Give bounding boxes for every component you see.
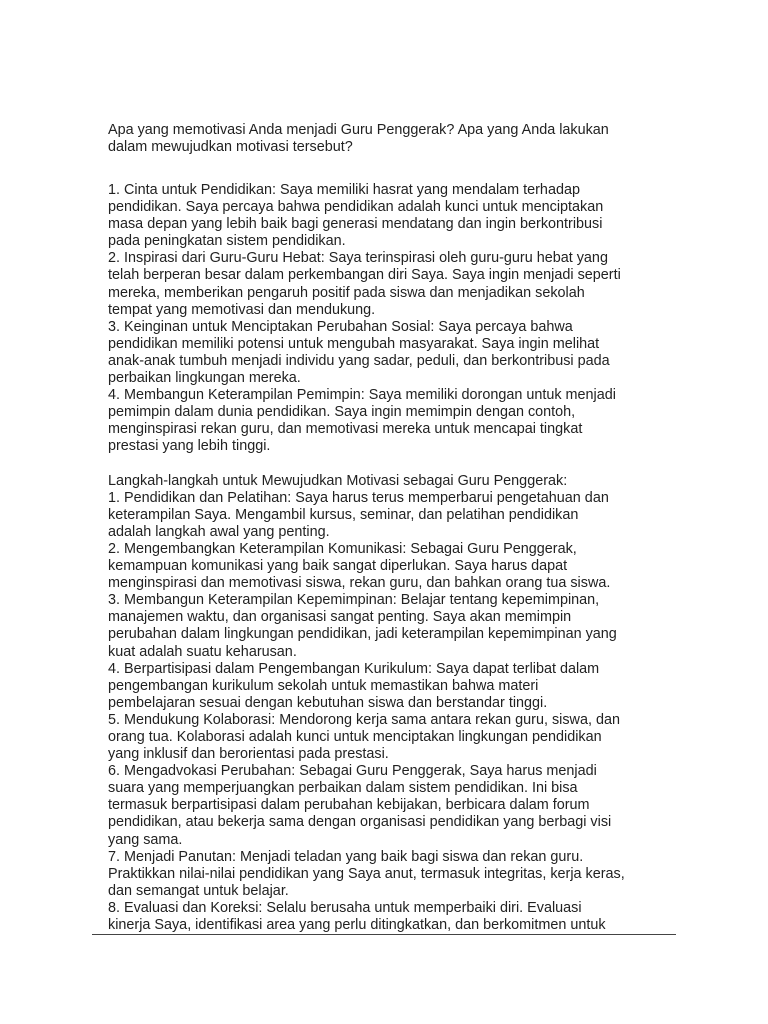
text-line: suara yang memperjuangkan perbaikan dalam sistem pendidikan. Ini bisa (108, 780, 578, 797)
text-line: perbaikan lingkungan mereka. (108, 370, 301, 387)
text-line: perubahan dalam lingkungan pendidikan, jadi keterampilan kepemimpinan yang (108, 626, 617, 643)
text-line: pada peningkatan sistem pendidikan. (108, 233, 346, 250)
text-line: pembelajaran sesuai dengan kebutuhan siswa dan berstandar tinggi. (108, 694, 548, 711)
text-line: yang sama. (108, 831, 183, 848)
text-line: mereka, memberikan pengaruh positif pada siswa dan menjadikan sekolah (108, 284, 585, 301)
paragraph-gap (108, 456, 668, 473)
text-line: Praktikkan nilai-nilai pendidikan yang Saya anut, termasuk integritas, kerja keras, (108, 865, 625, 882)
text-line: 1. Pendidikan dan Pelatihan: Saya harus terus memperbarui pengetahuan dan (108, 489, 609, 506)
text-line: pendidikan memiliki potensi untuk mengubah masyarakat. Saya ingin melihat (108, 335, 600, 352)
text-line: pendidikan. Saya percaya bahwa pendidikan adalah kunci untuk menciptakan (108, 199, 604, 216)
text-line: kuat adalah suatu keharusan. (108, 643, 297, 660)
text-line: masa depan yang lebih baik bagi generasi mendatang dan ingin berkontribusi (108, 216, 603, 233)
text-line: anak-anak tumbuh menjadi individu yang sadar, peduli, dan berkontribusi pada (108, 352, 610, 369)
text-line: 2. Inspirasi dari Guru-Guru Hebat: Saya terinspirasi oleh guru-guru hebat yang (108, 250, 608, 267)
page-bottom-rule (92, 934, 676, 935)
title-line: Apa yang memotivasi Anda menjadi Guru Penggerak? Apa yang Anda lakukan (108, 122, 609, 138)
text-line: menginspirasi dan memotivasi siswa, rekan guru, dan bahkan orang tua siswa. (108, 575, 611, 592)
text-line: 4. Membangun Keterampilan Pemimpin: Saya memiliki dorongan untuk menjadi (108, 387, 616, 404)
text-line: keterampilan Saya. Mengambil kursus, seminar, dan pelatihan pendidikan (108, 506, 579, 523)
text-line: 1. Cinta untuk Pendidikan: Saya memiliki hasrat yang mendalam terhadap (108, 182, 580, 198)
text-line: 8. Evaluasi dan Koreksi: Selalu berusaha untuk memperbaiki diri. Evaluasi (108, 899, 582, 916)
page-title (108, 122, 668, 156)
text-line: orang tua. Kolaborasi adalah kunci untuk menciptakan lingkungan pendidikan (108, 729, 602, 745)
steps-section (108, 473, 668, 934)
text-line: kemampuan komunikasi yang baik sangat diperlukan. Saya harus dapat (108, 558, 568, 575)
text-line: pengembangan kurikulum sekolah untuk memastikan bahwa materi (108, 677, 539, 694)
text-line: menginspirasi rekan guru, dan memotivasi mereka untuk mencapai tingkat (108, 421, 583, 438)
text-line: pemimpin dalam dunia pendidikan. Saya ingin memimpin dengan contoh, (108, 404, 576, 421)
motivation-section (108, 182, 668, 456)
text-line: pendidikan, atau bekerja sama dengan organisasi pendidikan yang berbagi visi (108, 814, 612, 831)
text-line: prestasi yang lebih tinggi. (108, 438, 271, 455)
text-line: yang inklusif dan berorientasi pada prestasi. (108, 746, 389, 763)
text-line: dan semangat untuk belajar. (108, 882, 289, 899)
text-line: 3. Membangun Keterampilan Kepemimpinan: Belajar tentang kepemimpinan, (108, 592, 600, 609)
document-body (108, 182, 668, 934)
text-line: 6. Mengadvokasi Perubahan: Sebagai Guru Penggerak, Saya harus menjadi (108, 763, 597, 780)
text-line: termasuk berpartisipasi dalam perubahan kebijakan, berbicara dalam forum (108, 797, 590, 814)
text-line: kinerja Saya, identifikasi area yang perlu ditingkatkan, dan berkomitmen untuk (108, 917, 606, 934)
section-heading: Langkah-langkah untuk Mewujudkan Motivasi sebagai Guru Penggerak: (108, 472, 568, 489)
text-line: 3. Keinginan untuk Menciptakan Perubahan Sosial: Saya percaya bahwa (108, 318, 573, 335)
text-line: 5. Mendukung Kolaborasi: Mendorong kerja sama antara rekan guru, siswa, dan (108, 711, 620, 728)
text-line: manajemen waktu, dan organisasi sangat penting. Saya akan memimpin (108, 609, 572, 626)
title-line: dalam mewujudkan motivasi tersebut? (108, 139, 353, 155)
text-line: tempat yang memotivasi dan mendukung. (108, 301, 376, 318)
text-line: adalah langkah awal yang penting. (108, 523, 330, 540)
text-line: 7. Menjadi Panutan: Menjadi teladan yang baik bagi siswa dan rekan guru. (108, 848, 584, 865)
text-line: 4. Berpartisipasi dalam Pengembangan Kurikulum: Saya dapat terlibat dalam (108, 660, 600, 677)
text-line: 2. Mengembangkan Keterampilan Komunikasi: Sebagai Guru Penggerak, (108, 540, 577, 557)
text-line: telah berperan besar dalam perkembangan diri Saya. Saya ingin menjadi seperti (108, 267, 621, 284)
